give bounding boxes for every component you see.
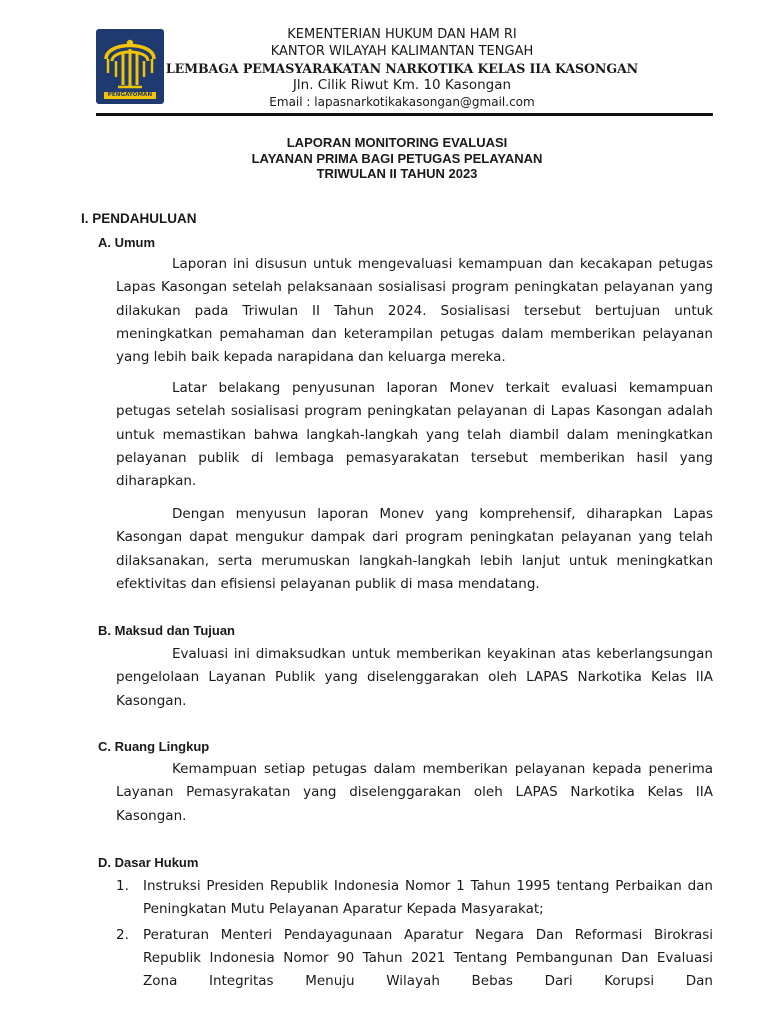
- subsection-heading-c: C. Ruang Lingkup: [98, 739, 210, 754]
- legal-basis-list: [116, 875, 713, 995]
- list-item-text: Instruksi Presiden Republik Indonesia Nomor 1 Tahun 1995 tentang Perbaikan dan Peningkatan Mutu Pelayanan Aparatur Kepada Masyarakat;: [143, 878, 713, 918]
- ministry-name: KEMENTERIAN HUKUM DAN HAM RI: [287, 27, 517, 42]
- email: Email : lapasnarkotikakasongan@gmail.com: [269, 95, 535, 109]
- paragraph-umum-2: Latar belakang penyusunan laporan Monev terkait evaluasi kemampuan petugas setelah sosialisasi program peningkatan pelayanan di Lapas Kasongan adalah untuk memastikan bahwa langkah-langkah yang telah diambil dalam meningkatkan pelayanan publik di lembaga pemasyarakatan tersebut memberikan hasil yang diharapkan.: [116, 380, 713, 490]
- institution-name: LEMBAGA PEMASYARAKATAN NARKOTIKA KELAS IIA KASONGAN: [165, 61, 639, 76]
- subsection-heading-d: D. Dasar Hukum: [98, 855, 199, 870]
- list-item-text: Peraturan Menteri Pendayagunaan Aparatur Negara Dan Reformasi Birokrasi Republik Indonesia Nomor 90 Tahun 2021 Tentang Pembangunan Dan Evaluasi Zona Integritas Menuju Wilayah Bebas Dari Korupsi Dan: [143, 926, 713, 990]
- list-item-number: 2.: [116, 926, 129, 943]
- list-item-number: 1.: [116, 878, 129, 894]
- report-title-line3: TRIWULAN II TAHUN 2023: [316, 166, 478, 181]
- paragraph-umum-1: Laporan ini disusun untuk mengevaluasi kemampuan dan kecakapan petugas Lapas Kasongan setelah pelaksanaan sosialisasi program peningkatan pelayanan yang dilakukan pada Triwulan II Tahun 2024. Sosialisasi tersebut bertujuan untuk meningkatkan pemahaman dan keterampilan petugas dalam memberikan pelayanan yang lebih baik kepada narapidana dan keluarga mereka.: [116, 256, 713, 366]
- paragraph-ruang-lingkup: Kemampuan setiap petugas dalam memberikan pelayanan kepada penerima Layanan Pemasyrakatan yang diselenggarakan oleh LAPAS Narkotika Kelas IIA Kasongan.: [116, 761, 713, 824]
- regional-office: KANTOR WILAYAH KALIMANTAN TENGAH: [270, 43, 534, 59]
- paragraph-umum-3: Dengan menyusun laporan Monev yang komprehensif, diharapkan Lapas Kasongan dapat mengukur dampak dari program peningkatan pelayanan yang telah dilaksanakan, serta merumuskan langkah-langkah lebih lanjut untuk meningkatkan efektivitas dan efisiensi pelayanan publik di masa mendatang.: [116, 506, 713, 592]
- report-title-line1: LAPORAN MONITORING EVALUASI: [286, 135, 508, 150]
- section-heading: I. PENDAHULUAN: [81, 211, 197, 226]
- address: Jln. Cilik Riwut Km. 10 Kasongan: [292, 77, 512, 93]
- list-item: [116, 924, 713, 994]
- paragraph-maksud: Evaluasi ini dimaksudkan untuk memberikan keyakinan atas keberlangsungan pengelolaan Layanan Publik yang diselenggarakan oleh LAPAS Narkotika Kelas IIA Kasongan.: [116, 646, 713, 709]
- report-title-line2: LAYANAN PRIMA BAGI PETUGAS PELAYANAN: [251, 150, 543, 166]
- subsection-heading-b: B. Maksud dan Tujuan: [98, 623, 235, 638]
- list-item: [116, 875, 713, 922]
- logo-text: PENGAYOMAN: [107, 92, 153, 98]
- subsection-heading-a: A. Umum: [98, 235, 156, 250]
